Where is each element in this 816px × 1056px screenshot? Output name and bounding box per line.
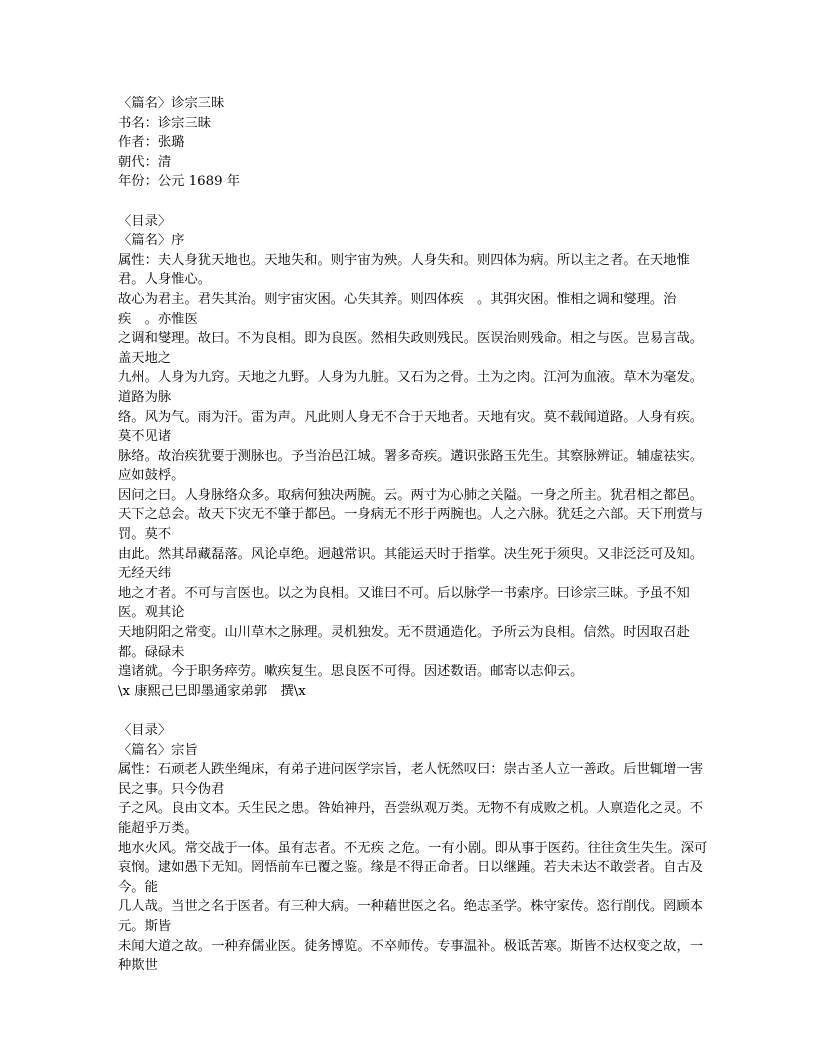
purpose-section bbox=[118, 721, 712, 976]
section-divider bbox=[118, 192, 712, 212]
toc-marker: 〈目录〉 bbox=[118, 213, 172, 229]
paragraph-line: 子之风。良由文本。夭生民之患。咎始神丹，吾尝纵观万类。无物不有成败之机。人禀造化之灵。不能超乎万类。 bbox=[118, 801, 704, 836]
dynasty-line: 朝代：清 bbox=[118, 154, 172, 170]
preface-section bbox=[118, 212, 712, 702]
paragraph-line: 地之才者。不可与言医也。以之为良相。又谁曰不可。后以脉学一书索序。曰诊宗三昧。予虽不知医。观其论 bbox=[118, 585, 690, 621]
paragraph-line: 络。风为气。雨为汗。雷为声。凡此则人身无不合于天地者。天地有灾。莫不载闻道路。人身有疾。莫不见诸 bbox=[118, 409, 704, 445]
paragraph-line: 天下之总会。故天下灾无不肇于都邑。一身病无不形于两腕也。人之六脉。犹廷之六部。天下刑赏与罚。莫不 bbox=[118, 507, 704, 543]
paragraph-line: 属性：石顽老人跌坐绳床，有弟子进问医学宗旨，老人怃然叹曰：崇古圣人立一善政。后世辄增一害民之事。只今伪君 bbox=[118, 762, 704, 797]
year-line: 年份：公元 1689 年 bbox=[118, 174, 241, 190]
paragraph-line: 因问之曰。人身脉络众多。取病何独决两腕。云。两寸为心肺之关隘。一身之所主。犹君相之都邑。 bbox=[118, 487, 704, 503]
paragraph-line: 之调和燮理。故曰。不为良相。即为良医。然相失政则残民。医误治则残命。相之与医。岂易言哉。盖天地之 bbox=[118, 331, 704, 366]
header-block bbox=[118, 94, 712, 192]
signature-line: \x 康熙己巳即墨通家弟郭 撰\x bbox=[118, 683, 306, 699]
paragraph-line: 故心为君主。君失其治。则宇宙灾困。心失其养。则四体疾 。其弭灾困。惟相之调和燮理。治疾 。亦惟医 bbox=[118, 291, 677, 327]
toc-marker: 〈目录〉 bbox=[118, 723, 172, 738]
paragraph-line: 由此。然其昂藏磊落。风论卓绝。迥越常识。其能运天时于指掌。决生死于须臾。又非泛泛可及知。无经天纬 bbox=[118, 546, 704, 582]
paragraph-line: 哀悯。逮如愚下无知。罔悟前车已覆之鉴。缘是不得正命者。日以继踵。若夫未达不敢尝者。自古及今。能 bbox=[118, 860, 704, 895]
paragraph-line: 未闻大道之故。一种弃儒业医。徒务博览。不卒师传。专事温补。极诋苦寒。斯皆不达权变之故，一种欺世 bbox=[118, 938, 704, 974]
paragraph-line: 天地阴阳之常变。山川草木之脉理。灵机独发。无不贯通造化。予所云为良相。信然。时因取召赴都。碌碌未 bbox=[118, 625, 690, 660]
paragraph-line: 几人哉。当世之名于医者。有三种大病。一种藉世医之名。绝志圣学。株守家传。恣行削伐。罔顾本元。斯皆 bbox=[118, 899, 704, 934]
paragraph-line: 遑诸就。今于职务瘁劳。嗽疾复生。思良医不可得。因述数语。邮寄以志仰云。 bbox=[118, 664, 584, 680]
section-divider bbox=[118, 701, 712, 721]
document-page bbox=[118, 94, 712, 976]
paragraph-line: 属性：夫人身犹天地也。天地失和。则宇宙为殃。人身失和。则四体为病。所以主之者。在天地惟君。人身惟心。 bbox=[118, 252, 690, 288]
paragraph-line: 地水火风。常交战于一体。虽有志者。不无疾 之危。一有小剧。即从事于医药。往往贪生失生。深可 bbox=[118, 840, 708, 856]
paragraph-line: 脉络。故治疾犹要于测脉也。予当治邑江城。署多奇疾。遘识张路玉先生。其察脉辨证。辅虚祛实。应如鼓桴。 bbox=[118, 448, 704, 484]
paragraph-line: 九州。人身为九窍。天地之九野。人身为九脏。又石为之骨。土为之肉。江河为血液。草木为毫发。道路为脉 bbox=[118, 370, 704, 405]
author-line: 作者：张璐 bbox=[118, 135, 185, 151]
section-heading: 〈篇名〉宗旨 bbox=[118, 742, 198, 758]
book-title: 书名：诊宗三昧 bbox=[118, 115, 212, 131]
chapter-heading: 〈篇名〉诊宗三昧 bbox=[118, 96, 225, 111]
section-heading: 〈篇名〉序 bbox=[118, 233, 185, 249]
